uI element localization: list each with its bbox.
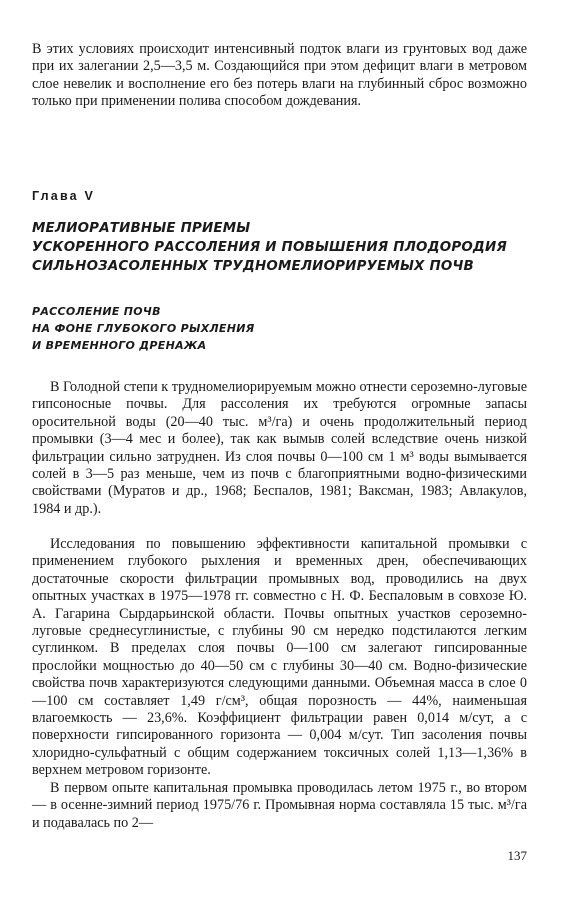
intro-paragraph: В этих условиях происходит интенсивный подток влаги из грунтовых вод даже при их залегании 2,5—3,5 м. Создающийся при этом дефицит влаги в метровом слое невелик и восполнение его без потерь влаги на глубинный сброс возможно только при применении полива способом дождевания. xyxy=(32,41,527,110)
chapter-title-line: МЕЛИОРАТИВНЫЕ ПРИЕМЫ xyxy=(32,221,251,236)
page-number: 137 xyxy=(507,848,527,863)
section-title-line: НА ФОНЕ ГЛУБОКОГО РЫХЛЕНИЯ xyxy=(32,322,255,335)
chapter-title xyxy=(32,219,527,276)
body-paragraph: Исследования по повышению эффективности капитальной промывки с применением глубокого рыхления и временных дрен, обеспечивающих достаточные скорости фильтрации промывных вод, проводились на двух опытных участках в 1975—1978 гг. совместно с Н. Ф. Беспаловым в совхозе Ю. А. Гагарина Сырдарьинской области. Почвы опытных участков сероземно-луговые среднесуглинистые, с глубины 90 см нередко подстилаются легким суглинком. В пределах слоя почвы 0—100 см залегают гипсированные прослойки мощностью до 40—50 см с глубины 30—40 см. Водно-физические свойства почв характеризуются следующими данными. Объемная масса в слое 0—100 см составляет 1,49 г/см³, общая порозность — 44%, наименьшая влагоемкость — 23,6%. Коэффициент фильтрации равен 0,014 м/сут, а с поверхности гипсированного горизонта — 0,004 м/сут. Тип засоления почвы хлоридно-сульфатный с общим содержанием токсичных солей 1,13—1,36% в верхнем метровом горизонте. xyxy=(32,536,527,779)
chapter-title-line: СИЛЬНОЗАСОЛЕННЫХ ТРУДНОМЕЛИОРИРУЕМЫХ ПОЧВ xyxy=(32,259,474,274)
section-title-line: И ВРЕМЕННОГО ДРЕНАЖА xyxy=(32,339,207,352)
chapter-label: Глава V xyxy=(32,189,96,203)
chapter-title-line: УСКОРЕННОГО РАССОЛЕНИЯ И ПОВЫШЕНИЯ ПЛОДОРОДИЯ xyxy=(32,240,507,255)
body-paragraph: В Голодной степи к трудномелиорируемым можно отнести сероземно-луговые гипсоносные почвы. Для рассоления их требуются огромные запасы оросительной воды (20—40 тыс. м³/га) и очень продолжительный период промывки (3—4 мес и более), так как вымыв солей вследствие очень низкой фильтрации сильно затруднен. Из слоя почвы 0—100 см 1 м³ воды вымывается солей в 3—5 раз меньше, чем из почв с благоприятными водно-физическими свойствами (Муратов и др., 1968; Беспалов, 1981; Ваксман, 1983; Авлакулов, 1984 и др.). xyxy=(32,379,527,517)
section-title-line: РАССОЛЕНИЕ ПОЧВ xyxy=(32,305,161,318)
section-title xyxy=(32,303,332,354)
body-paragraph: В первом опыте капитальная промывка проводилась летом 1975 г., во втором — в осенне-зимний период 1975/76 г. Промывная норма составляла 15 тыс. м³/га и подавалась по 2— xyxy=(32,780,527,831)
